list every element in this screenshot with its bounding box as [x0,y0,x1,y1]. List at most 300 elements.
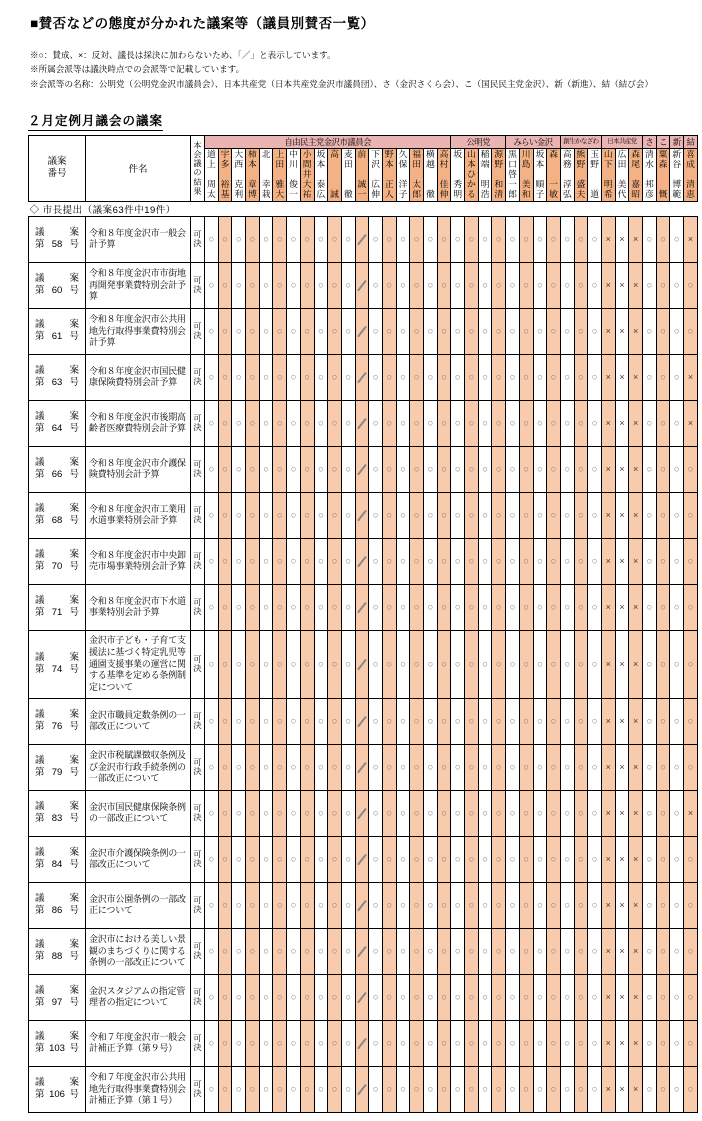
vote-cell: × [615,882,629,928]
vote-cell: ○ [478,882,492,928]
vote-cell: ○ [656,262,670,308]
party-header: 新 [670,135,684,148]
member-family-name: 新谷 [672,148,682,169]
vote-cell: ○ [656,698,670,744]
vote-cell: ○ [437,698,451,744]
vote-cell: ○ [287,1020,301,1066]
vote-cell: ○ [547,216,561,262]
vote-cell: ○ [369,492,383,538]
vote-cell: × [629,446,643,492]
vote-cell: × [684,790,698,836]
bill-number: 議 案 第 58 号 [29,216,86,262]
vote-cell: ○ [643,744,657,790]
vote-cell: ○ [451,836,465,882]
vote-cell: ○ [465,928,479,974]
table-row [29,928,698,974]
vote-cell: ○ [218,630,232,698]
vote-cell: ○ [424,744,438,790]
member-family-name: 横越 [425,148,435,169]
vote-cell: × [629,492,643,538]
vote-cell: ○ [437,630,451,698]
vote-cell: × [615,262,629,308]
vote-cell: ○ [259,308,273,354]
chair-slash-mark [357,716,366,727]
vote-cell: ○ [382,492,396,538]
vote-cell: ○ [451,974,465,1020]
member-family-name: 中川 [289,148,298,169]
member-family-name: 源野 [494,148,504,169]
vote-cell: ○ [314,1066,328,1112]
party-header: みらい金沢 [506,135,561,148]
vote-cell [355,354,369,400]
vote-cell: ○ [218,882,232,928]
vote-cell: ○ [410,354,424,400]
vote-cell: × [629,354,643,400]
vote-cell: ○ [643,262,657,308]
vote-cell: ○ [574,446,588,492]
vote-cell: ○ [451,744,465,790]
vote-cell: ○ [328,216,342,262]
vote-cell: ○ [328,538,342,584]
vote-cell: ○ [437,216,451,262]
vote-cell: ○ [437,308,451,354]
vote-cell: × [601,974,615,1020]
vote-cell: ○ [396,216,410,262]
vote-cell: ○ [684,974,698,1020]
vote-cell: ○ [273,446,287,492]
vote-cell: ○ [437,1066,451,1112]
vote-cell: ○ [410,744,424,790]
result-cell: 可決 [191,400,205,446]
vote-cell: ○ [396,308,410,354]
bill-number: 議 案 第 76 号 [29,698,86,744]
vote-cell: ○ [341,630,355,698]
vote-cell: ○ [259,1020,273,1066]
vote-cell: ○ [382,446,396,492]
vote-cell: ○ [300,354,314,400]
member-given-name: 俊一 [289,179,298,200]
vote-cell: ○ [341,790,355,836]
member-name [478,148,492,201]
vote-cell: ○ [684,492,698,538]
vote-cell: × [601,882,615,928]
vote-cell: ○ [328,262,342,308]
vote-cell: ○ [492,1066,506,1112]
vote-cell: × [629,882,643,928]
vote-cell: ○ [533,744,547,790]
vote-cell: ○ [246,698,260,744]
result-cell: 可決 [191,974,205,1020]
member-name [424,148,438,201]
vote-cell: ○ [588,974,602,1020]
member-given-name: 慨 [658,189,668,200]
vote-cell: × [629,262,643,308]
member-given-name: 嘉昭 [631,179,641,200]
result-cell: 可決 [191,1020,205,1066]
vote-cell: ○ [314,698,328,744]
vote-cell: ○ [341,492,355,538]
vote-cell: ○ [205,584,219,630]
vote-cell: × [601,630,615,698]
member-family-name: 麦田 [343,148,353,169]
member-family-name: 粟森 [658,148,668,169]
table-row [29,400,698,446]
vote-cell: ○ [547,1066,561,1112]
member-given-name: 明浩 [480,179,490,200]
vote-cell: ○ [328,492,342,538]
vote-cell [355,1066,369,1112]
vote-cell: ○ [314,1020,328,1066]
vote-cell: ○ [478,836,492,882]
vote-cell: ○ [643,1020,657,1066]
vote-cell: × [601,538,615,584]
vote-cell: ○ [519,1020,533,1066]
member-family-name: 山本 [467,148,476,169]
result-cell: 可決 [191,836,205,882]
table-row [29,630,698,698]
member-family-name: 坂本 [535,148,545,169]
bill-title: 令和８年度金沢市市街地再開発事業費特別会計予算 [86,262,191,308]
vote-cell: ○ [437,928,451,974]
vote-cell: ○ [396,698,410,744]
vote-cell: ○ [410,538,424,584]
vote-cell: ○ [287,882,301,928]
vote-cell: ○ [328,790,342,836]
bill-title: 令和８年度金沢市工業用水道事業特別会計予算 [86,492,191,538]
vote-cell: ○ [670,630,684,698]
member-given-name: 誠一 [357,179,367,200]
vote-cell: ○ [588,1020,602,1066]
vote-cell: ○ [259,698,273,744]
vote-cell: ○ [547,354,561,400]
bill-number: 議 案 第 63 号 [29,354,86,400]
vote-cell: ○ [574,354,588,400]
table-row [29,262,698,308]
vote-cell: ○ [506,216,520,262]
table-row [29,308,698,354]
vote-cell: ○ [533,974,547,1020]
chair-slash-mark [357,602,366,613]
member-given-name: 秀明 [453,179,463,200]
bill-title: 金沢市国民健康保険条例の一部改正について [86,790,191,836]
vote-cell: ○ [492,216,506,262]
vote-cell: ○ [259,262,273,308]
vote-cell: ○ [492,354,506,400]
result-cell: 可決 [191,492,205,538]
vote-cell: ○ [506,446,520,492]
vote-cell: ○ [382,538,396,584]
vote-cell: ○ [382,262,396,308]
vote-cell: ○ [314,974,328,1020]
member-family-name: 宇多 [220,148,230,169]
vote-cell: ○ [369,216,383,262]
vote-cell: ○ [478,698,492,744]
vote-cell: ○ [396,1066,410,1112]
vote-cell: ○ [492,492,506,538]
vote-cell: ○ [478,492,492,538]
vote-cell: ○ [437,538,451,584]
vote-cell: ○ [218,1066,232,1112]
vote-cell: ○ [246,836,260,882]
table-row [29,1020,698,1066]
vote-cell: ○ [656,492,670,538]
vote-cell: ○ [533,790,547,836]
vote-cell: ○ [314,308,328,354]
vote-cell: ○ [560,790,574,836]
vote-cell: ○ [519,882,533,928]
bill-number: 議 案 第 106 号 [29,1066,86,1112]
vote-cell: ○ [218,400,232,446]
vote-cell: ○ [465,354,479,400]
vote-cell: ○ [273,882,287,928]
vote-cell: ○ [300,882,314,928]
member-given-name: 和清 [494,179,504,200]
bill-title: 金沢市公園条例の一部改正について [86,882,191,928]
vote-cell: ○ [369,882,383,928]
vote-cell: ○ [506,882,520,928]
vote-cell: ○ [574,538,588,584]
vote-cell: ○ [588,928,602,974]
vote-cell: ○ [369,446,383,492]
member-family-name: 福田 [412,148,422,169]
vote-cell [355,630,369,698]
vote-cell: ○ [670,928,684,974]
vote-cell: ○ [588,354,602,400]
vote-cell: ○ [437,882,451,928]
vote-cell: ○ [424,974,438,1020]
vote-cell: ○ [246,630,260,698]
vote-cell: ○ [643,974,657,1020]
vote-cell: × [684,354,698,400]
vote-cell: ○ [369,790,383,836]
bill-title: 金沢市子ども・子育て支援法に基づく特定乳児等通園支援事業の運営に関する基準を定める条例制定について [86,630,191,698]
vote-cell: ○ [273,400,287,446]
bill-number: 議 案 第 71 号 [29,584,86,630]
vote-cell: ○ [684,1020,698,1066]
vote-cell: ○ [437,1020,451,1066]
vote-cell: ○ [478,308,492,354]
vote-cell: ○ [684,836,698,882]
vote-cell: ○ [218,354,232,400]
member-family-name: 熊野 [576,148,586,169]
vote-cell: ○ [205,354,219,400]
vote-cell: ○ [300,928,314,974]
vote-cell: × [629,584,643,630]
vote-cell: ○ [670,584,684,630]
vote-cell: ○ [273,1066,287,1112]
member-given-name: 正人 [384,179,394,200]
vote-cell: ○ [588,630,602,698]
vote-cell: ○ [643,1066,657,1112]
vote-cell: ○ [492,630,506,698]
vote-cell: ○ [560,836,574,882]
vote-cell: × [629,400,643,446]
vote-cell: ○ [588,400,602,446]
vote-cell: ○ [588,744,602,790]
vote-cell: ○ [328,446,342,492]
member-given-name: 幸栽 [261,179,271,200]
member-given-name: 広伸 [371,179,380,200]
chair-slash-mark [357,992,366,1003]
vote-cell: ○ [246,216,260,262]
vote-cell [355,262,369,308]
vote-cell: × [615,216,629,262]
vote-cell: ○ [560,354,574,400]
vote-cell: ○ [273,262,287,308]
vote-cell: ○ [684,538,698,584]
bill-number: 議 案 第 61 号 [29,308,86,354]
vote-cell: ○ [287,928,301,974]
vote-cell: ○ [300,974,314,1020]
vote-cell: ○ [328,928,342,974]
vote-cell: ○ [533,882,547,928]
vote-cell: ○ [574,974,588,1020]
member-name [341,148,355,201]
member-given-name: 盛夫 [576,179,586,200]
vote-cell: ○ [560,584,574,630]
vote-cell: ○ [588,538,602,584]
vote-cell: ○ [451,262,465,308]
vote-cell: ○ [437,584,451,630]
vote-cell: ○ [478,1066,492,1112]
vote-cell: ○ [205,400,219,446]
vote-cell: ○ [300,744,314,790]
vote-cell: × [601,492,615,538]
vote-cell: ○ [684,1066,698,1112]
vote-cell: ○ [656,446,670,492]
vote-cell: ○ [205,1066,219,1112]
chair-slash-mark [357,280,366,291]
vote-cell: ○ [574,882,588,928]
vote-cell: ○ [382,928,396,974]
vote-cell: ○ [410,1020,424,1066]
vote-cell: × [629,1020,643,1066]
vote-cell: ○ [533,928,547,974]
vote-cell: ○ [506,262,520,308]
vote-cell: ○ [410,446,424,492]
vote-cell: ○ [410,974,424,1020]
vote-cell: ○ [588,836,602,882]
vote-cell: ○ [314,354,328,400]
vote-cell: ○ [574,698,588,744]
vote-cell: ○ [341,308,355,354]
vote-cell: ○ [287,446,301,492]
vote-cell: ○ [519,836,533,882]
vote-cell: ○ [382,308,396,354]
vote-cell: ○ [506,698,520,744]
vote-cell: ○ [287,216,301,262]
vote-cell: ○ [560,630,574,698]
member-name [465,148,479,201]
section-heading: ２月定例月議会の議案 [28,111,163,131]
vote-cell: ○ [670,216,684,262]
chair-slash-mark [357,854,366,865]
vote-cell: ○ [246,538,260,584]
member-family-name: 上田 [275,148,285,169]
vote-cell: ○ [424,262,438,308]
vote-cell [355,538,369,584]
vote-cell: ○ [478,446,492,492]
vote-cell: ○ [533,308,547,354]
member-given-name: 清恵 [686,179,695,200]
vote-cell: ○ [574,744,588,790]
vote-cell: ○ [574,262,588,308]
member-given-name: 明希 [603,179,613,200]
vote-cell: ○ [424,216,438,262]
vote-cell: ○ [259,630,273,698]
vote-cell: ○ [437,836,451,882]
vote-cell: ○ [656,744,670,790]
vote-cell: ○ [300,216,314,262]
vote-cell: ○ [382,836,396,882]
vote-cell: ○ [328,630,342,698]
chair-slash-mark [357,418,366,429]
vote-cell: ○ [656,974,670,1020]
member-family-name: 山下 [603,148,613,169]
vote-cell: ○ [314,928,328,974]
member-name [369,148,383,201]
vote-cell: ○ [328,354,342,400]
vote-cell: ○ [382,882,396,928]
vote-cell: ○ [670,974,684,1020]
vote-cell: ○ [396,354,410,400]
vote-cell: ○ [287,630,301,698]
result-cell: 可決 [191,308,205,354]
vote-cell: ○ [328,974,342,1020]
vote-cell: ○ [259,974,273,1020]
vote-cell: × [629,308,643,354]
vote-cell: ○ [478,262,492,308]
vote-cell: ○ [259,216,273,262]
chair-slash-mark [357,900,366,911]
vote-cell: ○ [437,790,451,836]
vote-cell: ○ [205,630,219,698]
chair-slash-mark [357,326,366,337]
vote-cell: ○ [506,928,520,974]
vote-cell: ○ [684,262,698,308]
vote-cell: × [629,630,643,698]
vote-cell [355,1020,369,1066]
vote-cell: ○ [328,836,342,882]
bill-number: 議 案 第 83 号 [29,790,86,836]
vote-cell: × [601,928,615,974]
party-header: 日本共産党 [601,135,642,148]
vote-cell [355,974,369,1020]
vote-cell: ○ [205,308,219,354]
vote-cell: × [615,928,629,974]
chair-slash-mark [357,1038,366,1049]
vote-cell: ○ [410,882,424,928]
vote-cell: ○ [588,262,602,308]
member-name [601,148,615,201]
vote-cell: ○ [560,1020,574,1066]
vote-cell [355,698,369,744]
vote-cell: ○ [560,446,574,492]
note-faction-at-vote: ※所属会派等は議決時点での会派等で記載しています。 [30,64,245,75]
result-cell: 可決 [191,216,205,262]
vote-cell: ○ [314,744,328,790]
vote-cell: ○ [341,1020,355,1066]
vote-cell: ○ [574,630,588,698]
vote-cell: ○ [246,1066,260,1112]
vote-cell: ○ [560,216,574,262]
table-row [29,216,698,262]
member-family-name: 高 [330,148,339,159]
vote-cell: ○ [328,400,342,446]
vote-cell: ○ [218,446,232,492]
member-family-name: 大西 [234,148,244,169]
vote-cell: ○ [396,928,410,974]
